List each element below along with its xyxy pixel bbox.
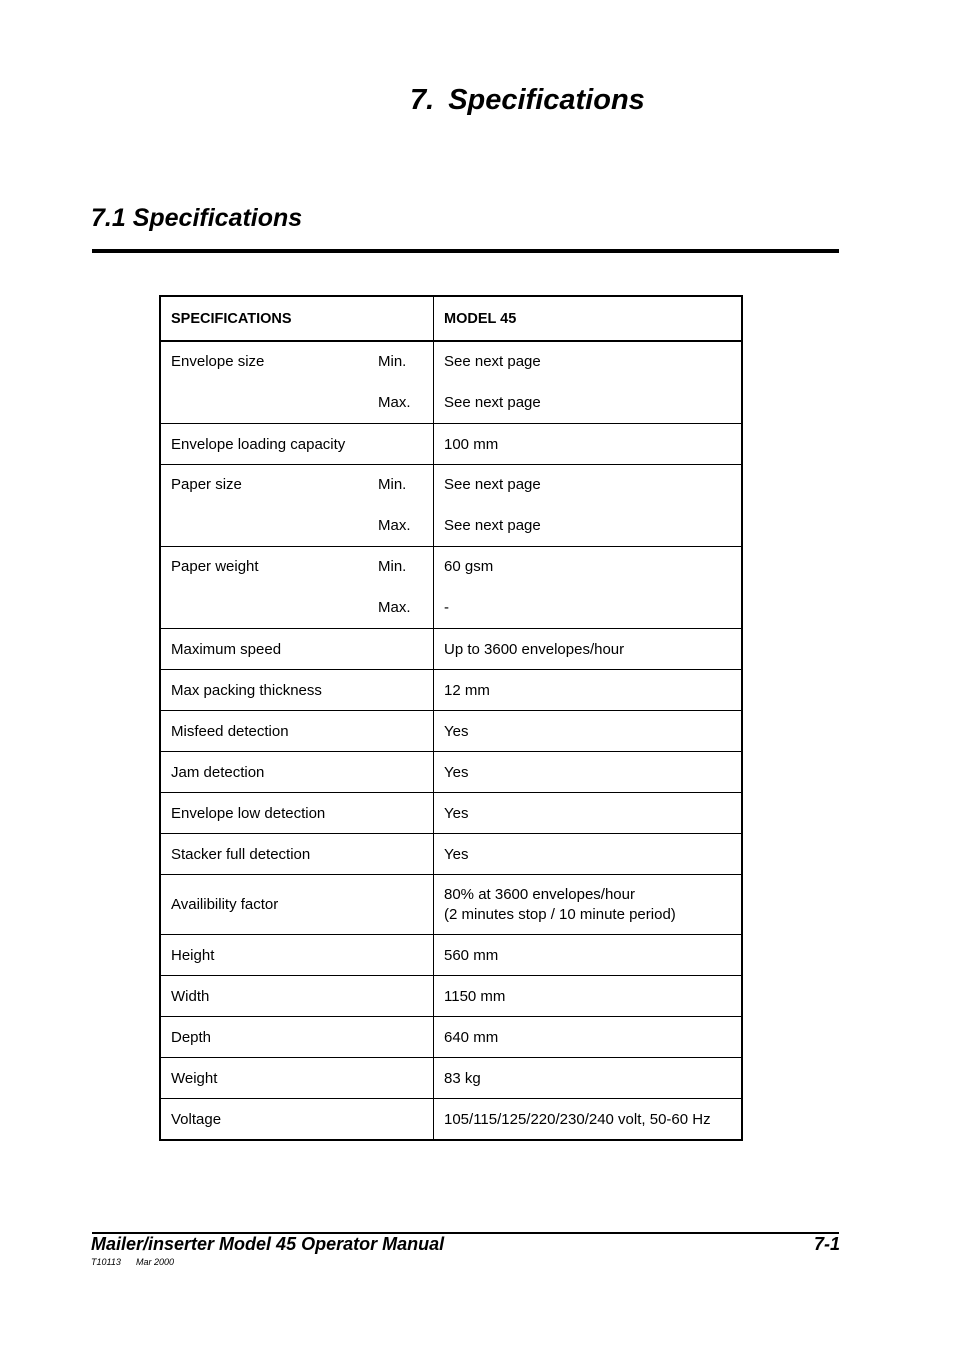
spec-value: Yes [434,711,743,752]
spec-label: Envelope low detection [160,793,434,834]
spec-value-cell [434,465,743,547]
specifications-table [159,295,743,1141]
spec-label: Misfeed detection [160,711,434,752]
table-row [160,1099,742,1141]
spec-label: Max packing thickness [160,670,434,711]
spec-value: Yes [434,834,743,875]
spec-label: Width [160,976,434,1017]
min-value: See next page [444,476,541,493]
table-row [160,629,742,670]
section-title: 7.1 Specifications [91,204,303,232]
footer-date: Mar 2000 [136,1257,175,1267]
min-label: Min. [378,558,407,575]
footer-manual-title: Mailer/inserter Model 45 Operator Manual [91,1234,445,1254]
section-divider [92,249,839,253]
max-label: Max. [378,516,411,534]
spec-label: Weight [160,1058,434,1099]
spec-label: Envelope size [171,353,265,370]
spec-value: Yes [434,752,743,793]
spec-label: Height [160,935,434,976]
spec-value-cell [434,875,743,935]
table-row [160,670,742,711]
spec-label-cell [160,465,434,547]
spec-label-cell [160,547,434,629]
table-row [160,793,742,834]
spec-value: Yes [434,793,743,834]
min-label: Min. [378,353,407,370]
table-row [160,875,742,935]
header-specifications: SPECIFICATIONS [160,296,434,341]
spec-value-cell [434,547,743,629]
spec-value: 100 mm [434,424,743,465]
table-row [160,935,742,976]
min-value: See next page [444,353,541,370]
spec-value: 105/115/125/220/230/240 volt, 50-60 Hz [434,1099,743,1141]
max-value: - [444,598,449,616]
spec-value-line: 80% at 3600 envelopes/hour [444,885,635,903]
max-label: Max. [378,598,411,616]
chapter-name: Specifications [448,84,645,116]
max-label: Max. [378,393,411,411]
spec-value-line: (2 minutes stop / 10 minute period) [444,905,676,923]
spec-label: Jam detection [160,752,434,793]
max-value: See next page [444,393,541,411]
header-model: MODEL 45 [434,296,743,341]
chapter-number: 7. [410,84,435,116]
table-row [160,711,742,752]
footer-page-number: 7-1 [813,1234,840,1254]
spec-label: Maximum speed [160,629,434,670]
table-row [160,424,742,465]
max-value: See next page [444,516,541,534]
spec-label: Voltage [160,1099,434,1141]
spec-label: Depth [160,1017,434,1058]
spec-label: Paper weight [171,558,259,575]
spec-label: Envelope loading capacity [160,424,434,465]
chapter-title [410,84,645,117]
table-row [160,341,742,424]
spec-value: 83 kg [434,1058,743,1099]
spec-value: Up to 3600 envelopes/hour [434,629,743,670]
table-header-row [160,296,742,341]
footer-document-code: T10113 [91,1257,121,1267]
spec-label-cell [160,341,434,424]
table-row [160,465,742,547]
table-row [160,752,742,793]
spec-label: Stacker full detection [160,834,434,875]
min-value: 60 gsm [444,558,494,575]
spec-label: Availibility factor [160,875,434,935]
spec-value: 640 mm [434,1017,743,1058]
spec-value-cell [434,341,743,424]
table-row [160,834,742,875]
table-row [160,547,742,629]
table-row [160,1017,742,1058]
spec-value: 560 mm [434,935,743,976]
spec-value: 12 mm [434,670,743,711]
spec-label: Paper size [171,476,242,493]
spec-value: 1150 mm [434,976,743,1017]
table-row [160,976,742,1017]
min-label: Min. [378,476,407,493]
table-row [160,1058,742,1099]
